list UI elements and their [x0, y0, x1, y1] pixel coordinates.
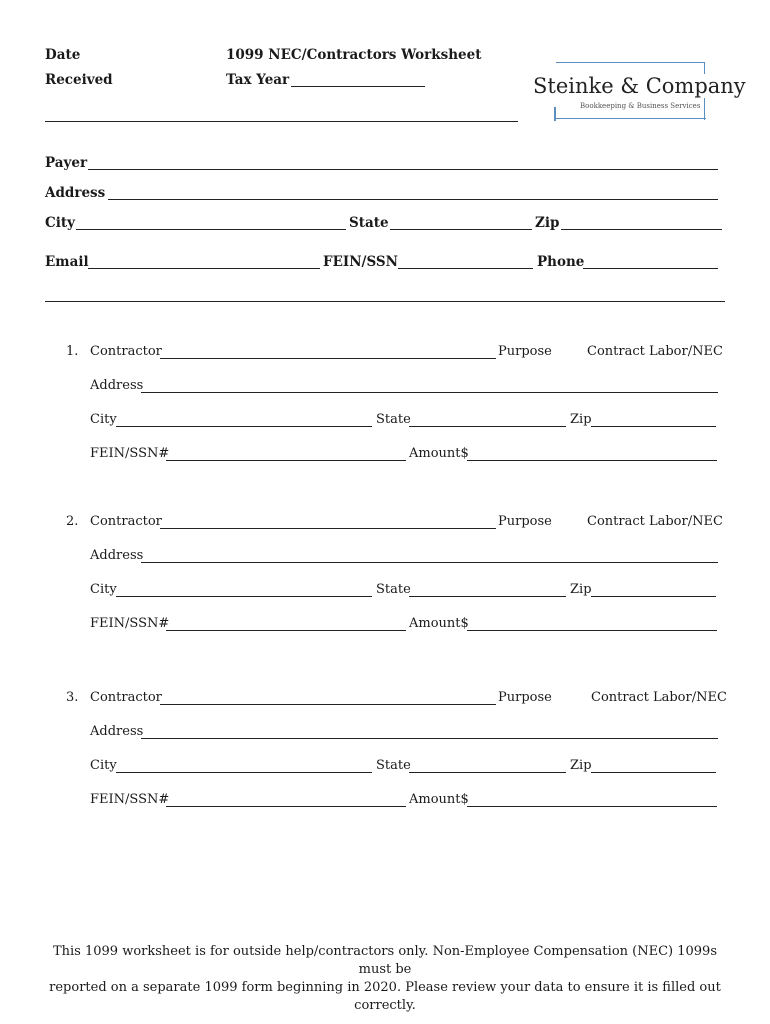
contractor-name-field[interactable] [160, 704, 496, 705]
payer-zip-field[interactable] [561, 229, 722, 230]
tax-year-label: Tax Year [226, 72, 290, 88]
contractor-address-field[interactable] [141, 738, 718, 739]
payer-fein-label: FEIN/SSN [323, 254, 399, 270]
purpose-value: Contract Labor/NEC [587, 344, 723, 359]
section-divider [45, 301, 725, 302]
contractor-address-label: Address [90, 548, 144, 563]
contractor-name-field[interactable] [160, 358, 496, 359]
contractor-fein-label: FEIN/SSN# [90, 446, 170, 461]
contractor-zip-field[interactable] [591, 426, 716, 427]
contractor-amount-label: Amount$ [409, 792, 469, 807]
footer-line-1: This 1099 worksheet is for outside help/contractors only. Non-Employee Compensation (NEC) 1099s must be [52, 944, 717, 977]
contractor-city-label: City [90, 758, 117, 773]
contractor-amount-field[interactable] [467, 630, 717, 631]
payer-label: Payer [45, 155, 88, 171]
company-logo-tagline: Bookkeeping & Business Services [580, 102, 701, 110]
contractor-address-label: Address [90, 724, 144, 739]
contractor-label: Contractor [90, 344, 162, 359]
date-received-field[interactable] [45, 121, 518, 122]
payer-address-label: Address [45, 185, 106, 201]
purpose-label: Purpose [498, 344, 552, 359]
contractor-city-label: City [90, 582, 117, 597]
company-logo-name: Steinke & Company [533, 74, 746, 98]
payer-phone-field[interactable] [583, 268, 718, 269]
contractor-label: Contractor [90, 690, 162, 705]
footer-note [40, 943, 730, 1015]
contractor-state-label: State [376, 582, 411, 597]
contractor-number: 1. [66, 344, 79, 359]
purpose-label: Purpose [498, 690, 552, 705]
contractor-number: 3. [66, 690, 79, 705]
payer-fein-field[interactable] [398, 268, 533, 269]
payer-email-field[interactable] [88, 268, 320, 269]
contractor-state-label: State [376, 412, 411, 427]
contractor-fein-label: FEIN/SSN# [90, 616, 170, 631]
contractor-city-label: City [90, 412, 117, 427]
contractor-amount-label: Amount$ [409, 446, 469, 461]
logo-frame-bottom [556, 118, 706, 119]
contractor-fein-field[interactable] [166, 806, 406, 807]
contractor-number: 2. [66, 514, 79, 529]
page-title: 1099 NEC/Contractors Worksheet [226, 47, 482, 63]
payer-state-field[interactable] [390, 229, 532, 230]
payer-address-field[interactable] [108, 199, 718, 200]
purpose-label: Purpose [498, 514, 552, 529]
payer-field[interactable] [88, 169, 718, 170]
contractor-state-field[interactable] [409, 426, 566, 427]
purpose-value: Contract Labor/NEC [587, 514, 723, 529]
contractor-amount-label: Amount$ [409, 616, 469, 631]
payer-city-field[interactable] [76, 229, 346, 230]
contractor-amount-field[interactable] [467, 806, 717, 807]
contractor-fein-field[interactable] [166, 630, 406, 631]
contractor-zip-label: Zip [570, 412, 592, 427]
contractor-label: Contractor [90, 514, 162, 529]
contractor-zip-label: Zip [570, 758, 592, 773]
payer-city-label: City [45, 215, 75, 231]
contractor-state-field[interactable] [409, 596, 566, 597]
purpose-value: Contract Labor/NEC [591, 690, 727, 705]
contractor-city-field[interactable] [116, 426, 372, 427]
contractor-fein-label: FEIN/SSN# [90, 792, 170, 807]
contractor-fein-field[interactable] [166, 460, 406, 461]
payer-phone-label: Phone [537, 254, 585, 270]
contractor-city-field[interactable] [116, 772, 372, 773]
contractor-city-field[interactable] [116, 596, 372, 597]
payer-email-label: Email [45, 254, 89, 270]
contractor-name-field[interactable] [160, 528, 496, 529]
date-label: Date [45, 47, 81, 63]
contractor-zip-label: Zip [570, 582, 592, 597]
contractor-state-field[interactable] [409, 772, 566, 773]
contractor-zip-field[interactable] [591, 772, 716, 773]
footer-line-2: reported on a separate 1099 form beginning in 2020. Please review your data to ensure it is filled out correctly. [49, 980, 721, 1013]
tax-year-field[interactable] [291, 86, 425, 87]
contractor-address-field[interactable] [141, 562, 718, 563]
contractor-address-label: Address [90, 378, 144, 393]
payer-zip-label: Zip [535, 215, 560, 231]
contractor-zip-field[interactable] [591, 596, 716, 597]
contractor-amount-field[interactable] [467, 460, 717, 461]
contractor-state-label: State [376, 758, 411, 773]
received-label: Received [45, 72, 113, 88]
payer-state-label: State [349, 215, 389, 231]
contractor-address-field[interactable] [141, 392, 718, 393]
